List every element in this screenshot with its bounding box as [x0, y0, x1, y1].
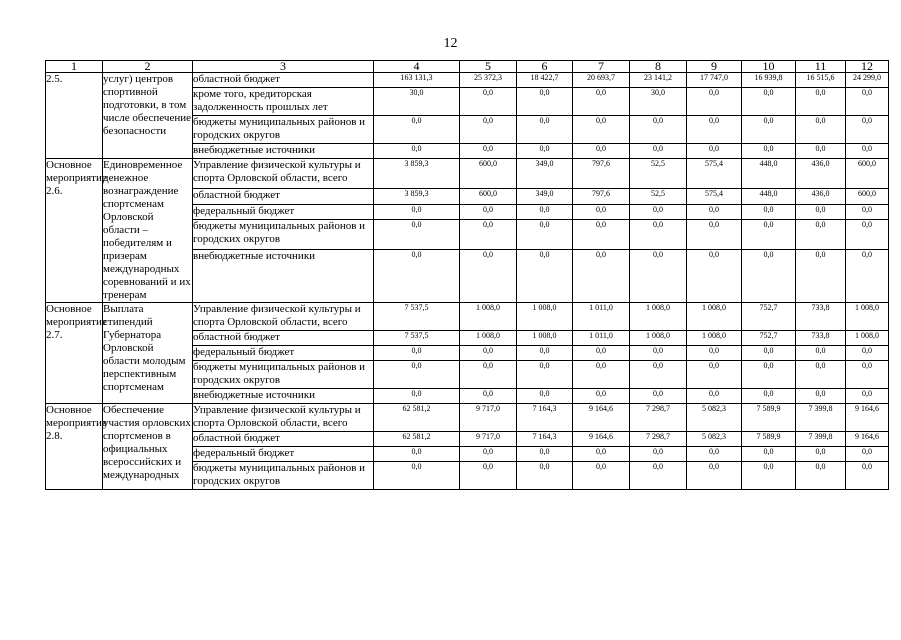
column-header: 1: [46, 61, 103, 73]
amount-cell: 0,0: [573, 220, 630, 250]
amount-cell: 9 164,6: [573, 432, 630, 447]
amount-cell: 0,0: [796, 116, 846, 144]
amount-cell: 52,5: [630, 159, 687, 189]
amount-cell: 0,0: [742, 88, 796, 116]
amount-cell: 0,0: [573, 389, 630, 404]
funding-source: федеральный бюджет: [193, 447, 374, 462]
amount-cell: 1 011,0: [573, 303, 630, 331]
amount-cell: 0,0: [742, 462, 796, 490]
amount-cell: 0,0: [630, 361, 687, 389]
funding-source: внебюджетные источники: [193, 389, 374, 404]
amount-cell: 1 008,0: [460, 303, 517, 331]
amount-cell: 0,0: [796, 361, 846, 389]
amount-cell: 0,0: [687, 250, 742, 303]
amount-cell: 0,0: [630, 462, 687, 490]
amount-cell: 0,0: [846, 462, 889, 490]
table-row: [46, 73, 889, 88]
amount-cell: 0,0: [687, 389, 742, 404]
amount-cell: 0,0: [460, 447, 517, 462]
table-body: [46, 73, 889, 490]
amount-cell: 1 008,0: [517, 331, 573, 346]
amount-cell: 797,6: [573, 188, 630, 204]
column-header: 2: [103, 61, 193, 73]
amount-cell: 0,0: [742, 204, 796, 220]
amount-cell: 18 422,7: [517, 73, 573, 88]
amount-cell: 0,0: [517, 361, 573, 389]
amount-cell: 0,0: [573, 462, 630, 490]
amount-cell: 9 164,6: [846, 404, 889, 432]
table-row: [46, 303, 889, 331]
amount-cell: 7 589,9: [742, 404, 796, 432]
measure-name: Единовременное денежное вознаграждение спортсменам Орловской области – победителям и призерам международных соревнований и их тренерам: [103, 159, 191, 301]
amount-cell: 30,0: [374, 88, 460, 116]
amount-cell: 7 537,5: [374, 331, 460, 346]
amount-cell: 0,0: [374, 462, 460, 490]
amount-cell: 5 082,3: [687, 404, 742, 432]
amount-cell: 5 082,3: [687, 432, 742, 447]
amount-cell: 0,0: [796, 220, 846, 250]
measure-name: Выплата стипендий Губернатора Орловской области молодым перспективным спортсменам: [103, 303, 193, 404]
funding-source: федеральный бюджет: [193, 204, 374, 220]
amount-cell: 0,0: [742, 346, 796, 361]
amount-cell: 3 859,3: [374, 159, 460, 189]
column-header: 11: [796, 61, 846, 73]
amount-cell: 0,0: [374, 361, 460, 389]
amount-cell: 0,0: [742, 361, 796, 389]
amount-cell: 0,0: [460, 361, 517, 389]
amount-cell: 733,8: [796, 331, 846, 346]
amount-cell: 0,0: [742, 389, 796, 404]
amount-cell: 0,0: [573, 144, 630, 159]
amount-cell: 7 164,3: [517, 404, 573, 432]
amount-cell: 0,0: [573, 116, 630, 144]
amount-cell: 1 008,0: [687, 303, 742, 331]
amount-cell: 7 164,3: [517, 432, 573, 447]
funding-source: внебюджетные источники: [193, 250, 374, 303]
measure-code: Основное мероприятие 2.6.: [46, 159, 103, 303]
amount-cell: 0,0: [517, 116, 573, 144]
amount-cell: 0,0: [374, 144, 460, 159]
amount-cell: 0,0: [742, 447, 796, 462]
amount-cell: 0,0: [630, 250, 687, 303]
amount-cell: 0,0: [517, 220, 573, 250]
amount-cell: 24 299,0: [846, 73, 889, 88]
amount-cell: 0,0: [374, 389, 460, 404]
amount-cell: 0,0: [517, 389, 573, 404]
amount-cell: 1 008,0: [517, 303, 573, 331]
amount-cell: 0,0: [846, 346, 889, 361]
funding-source: Управление физической культуры и спорта Орловской области, всего: [193, 159, 374, 189]
amount-cell: 0,0: [796, 346, 846, 361]
amount-cell: 600,0: [846, 159, 889, 189]
amount-cell: 0,0: [460, 389, 517, 404]
amount-cell: 1 008,0: [630, 331, 687, 346]
amount-cell: 0,0: [573, 250, 630, 303]
amount-cell: 0,0: [846, 116, 889, 144]
amount-cell: 0,0: [573, 88, 630, 116]
amount-cell: 448,0: [742, 159, 796, 189]
amount-cell: 0,0: [517, 144, 573, 159]
amount-cell: 797,6: [573, 159, 630, 189]
funding-source: федеральный бюджет: [193, 346, 374, 361]
amount-cell: 1 008,0: [630, 303, 687, 331]
amount-cell: 0,0: [846, 361, 889, 389]
amount-cell: 575,4: [687, 188, 742, 204]
funding-source: областной бюджет: [193, 188, 374, 204]
amount-cell: 0,0: [687, 346, 742, 361]
amount-cell: 9 717,0: [460, 432, 517, 447]
amount-cell: 1 008,0: [846, 331, 889, 346]
funding-source: внебюджетные источники: [193, 144, 374, 159]
amount-cell: 0,0: [687, 204, 742, 220]
amount-cell: 0,0: [374, 220, 460, 250]
amount-cell: 0,0: [460, 88, 517, 116]
amount-cell: 0,0: [517, 462, 573, 490]
amount-cell: 575,4: [687, 159, 742, 189]
amount-cell: 0,0: [630, 220, 687, 250]
measure-code: Основное мероприятие 2.7.: [46, 303, 103, 404]
amount-cell: 1 008,0: [460, 331, 517, 346]
amount-cell: 0,0: [687, 116, 742, 144]
amount-cell: 7 399,8: [796, 432, 846, 447]
amount-cell: 9 164,6: [846, 432, 889, 447]
amount-cell: 0,0: [517, 447, 573, 462]
amount-cell: 0,0: [374, 250, 460, 303]
amount-cell: 0,0: [796, 462, 846, 490]
amount-cell: 0,0: [517, 204, 573, 220]
amount-cell: 0,0: [460, 220, 517, 250]
amount-cell: 17 747,0: [687, 73, 742, 88]
amount-cell: 752,7: [742, 331, 796, 346]
amount-cell: 0,0: [687, 220, 742, 250]
amount-cell: 0,0: [460, 144, 517, 159]
amount-cell: 0,0: [846, 220, 889, 250]
amount-cell: 0,0: [846, 250, 889, 303]
amount-cell: 9 717,0: [460, 404, 517, 432]
column-header: 12: [846, 61, 889, 73]
amount-cell: 0,0: [687, 88, 742, 116]
amount-cell: 0,0: [460, 250, 517, 303]
table-row: [46, 404, 889, 432]
funding-source: Управление физической культуры и спорта Орловской области, всего: [193, 303, 374, 331]
amount-cell: 0,0: [687, 361, 742, 389]
amount-cell: 0,0: [687, 447, 742, 462]
page-number: 12: [443, 36, 458, 51]
amount-cell: 16 515,6: [796, 73, 846, 88]
column-header: 4: [374, 61, 460, 73]
amount-cell: 163 131,3: [374, 73, 460, 88]
amount-cell: 0,0: [374, 346, 460, 361]
amount-cell: 0,0: [630, 389, 687, 404]
column-header: 7: [573, 61, 630, 73]
column-header: 10: [742, 61, 796, 73]
measure-code: 2.5.: [46, 73, 103, 159]
amount-cell: 1 011,0: [573, 331, 630, 346]
amount-cell: 1 008,0: [846, 303, 889, 331]
budget-table: [45, 60, 889, 490]
measure-name: Обеспечение участия орловских спортсменов в официальных всероссийских и международных: [103, 404, 193, 490]
amount-cell: 0,0: [630, 144, 687, 159]
amount-cell: 16 939,8: [742, 73, 796, 88]
amount-cell: 0,0: [460, 204, 517, 220]
amount-cell: 752,7: [742, 303, 796, 331]
column-header: 3: [193, 61, 374, 73]
amount-cell: 3 859,3: [374, 188, 460, 204]
measure-name: услуг) центров спортивной подготовки, в том числе обеспечение безопасности: [103, 73, 193, 159]
amount-cell: 600,0: [846, 188, 889, 204]
amount-cell: 0,0: [687, 462, 742, 490]
amount-cell: 0,0: [460, 346, 517, 361]
amount-cell: 0,0: [846, 389, 889, 404]
measure-code: Основное мероприятие 2.8.: [46, 404, 103, 490]
funding-source: бюджеты муниципальных районов и городских округов: [193, 462, 374, 490]
amount-cell: 349,0: [517, 188, 573, 204]
amount-cell: 7 298,7: [630, 432, 687, 447]
amount-cell: 7 537,5: [374, 303, 460, 331]
amount-cell: 0,0: [846, 144, 889, 159]
amount-cell: 0,0: [630, 447, 687, 462]
amount-cell: 7 399,8: [796, 404, 846, 432]
amount-cell: 349,0: [517, 159, 573, 189]
amount-cell: 0,0: [374, 204, 460, 220]
amount-cell: 0,0: [630, 204, 687, 220]
amount-cell: 0,0: [846, 204, 889, 220]
table-row: [46, 159, 889, 189]
amount-cell: 0,0: [796, 389, 846, 404]
amount-cell: 0,0: [742, 116, 796, 144]
amount-cell: 23 141,2: [630, 73, 687, 88]
amount-cell: 0,0: [796, 447, 846, 462]
amount-cell: 0,0: [573, 204, 630, 220]
amount-cell: 0,0: [742, 220, 796, 250]
amount-cell: 436,0: [796, 159, 846, 189]
amount-cell: 7 589,9: [742, 432, 796, 447]
amount-cell: 0,0: [846, 447, 889, 462]
column-header: 5: [460, 61, 517, 73]
funding-source: Управление физической культуры и спорта Орловской области, всего: [193, 404, 374, 432]
amount-cell: 0,0: [573, 447, 630, 462]
amount-cell: 9 164,6: [573, 404, 630, 432]
amount-cell: 436,0: [796, 188, 846, 204]
amount-cell: 0,0: [742, 144, 796, 159]
amount-cell: 600,0: [460, 188, 517, 204]
amount-cell: 62 581,2: [374, 404, 460, 432]
funding-source: областной бюджет: [193, 432, 374, 447]
amount-cell: 0,0: [630, 346, 687, 361]
amount-cell: 52,5: [630, 188, 687, 204]
amount-cell: 448,0: [742, 188, 796, 204]
funding-source: областной бюджет: [193, 331, 374, 346]
amount-cell: 0,0: [796, 250, 846, 303]
amount-cell: 0,0: [796, 88, 846, 116]
amount-cell: 600,0: [460, 159, 517, 189]
funding-source: бюджеты муниципальных районов и городских округов: [193, 116, 374, 144]
amount-cell: 1 008,0: [687, 331, 742, 346]
amount-cell: 0,0: [573, 346, 630, 361]
amount-cell: 0,0: [374, 447, 460, 462]
amount-cell: 0,0: [460, 116, 517, 144]
amount-cell: 0,0: [374, 116, 460, 144]
amount-cell: 0,0: [687, 144, 742, 159]
column-header: 9: [687, 61, 742, 73]
funding-source: кроме того, кредиторская задолженность прошлых лет: [193, 88, 374, 116]
column-header: 6: [517, 61, 573, 73]
amount-cell: 0,0: [517, 346, 573, 361]
column-number-row: [46, 61, 889, 73]
amount-cell: 0,0: [630, 116, 687, 144]
funding-source: бюджеты муниципальных районов и городских округов: [193, 361, 374, 389]
funding-source: бюджеты муниципальных районов и городских округов: [193, 220, 374, 250]
amount-cell: 7 298,7: [630, 404, 687, 432]
amount-cell: 25 372,3: [460, 73, 517, 88]
amount-cell: 62 581,2: [374, 432, 460, 447]
amount-cell: 0,0: [796, 144, 846, 159]
amount-cell: 0,0: [460, 462, 517, 490]
funding-source: областной бюджет: [193, 73, 374, 88]
amount-cell: 0,0: [846, 88, 889, 116]
amount-cell: 20 693,7: [573, 73, 630, 88]
amount-cell: 0,0: [742, 250, 796, 303]
amount-cell: 30,0: [630, 88, 687, 116]
amount-cell: 0,0: [573, 361, 630, 389]
amount-cell: 0,0: [517, 250, 573, 303]
amount-cell: 0,0: [517, 88, 573, 116]
column-header: 8: [630, 61, 687, 73]
amount-cell: 0,0: [796, 204, 846, 220]
amount-cell: 733,8: [796, 303, 846, 331]
